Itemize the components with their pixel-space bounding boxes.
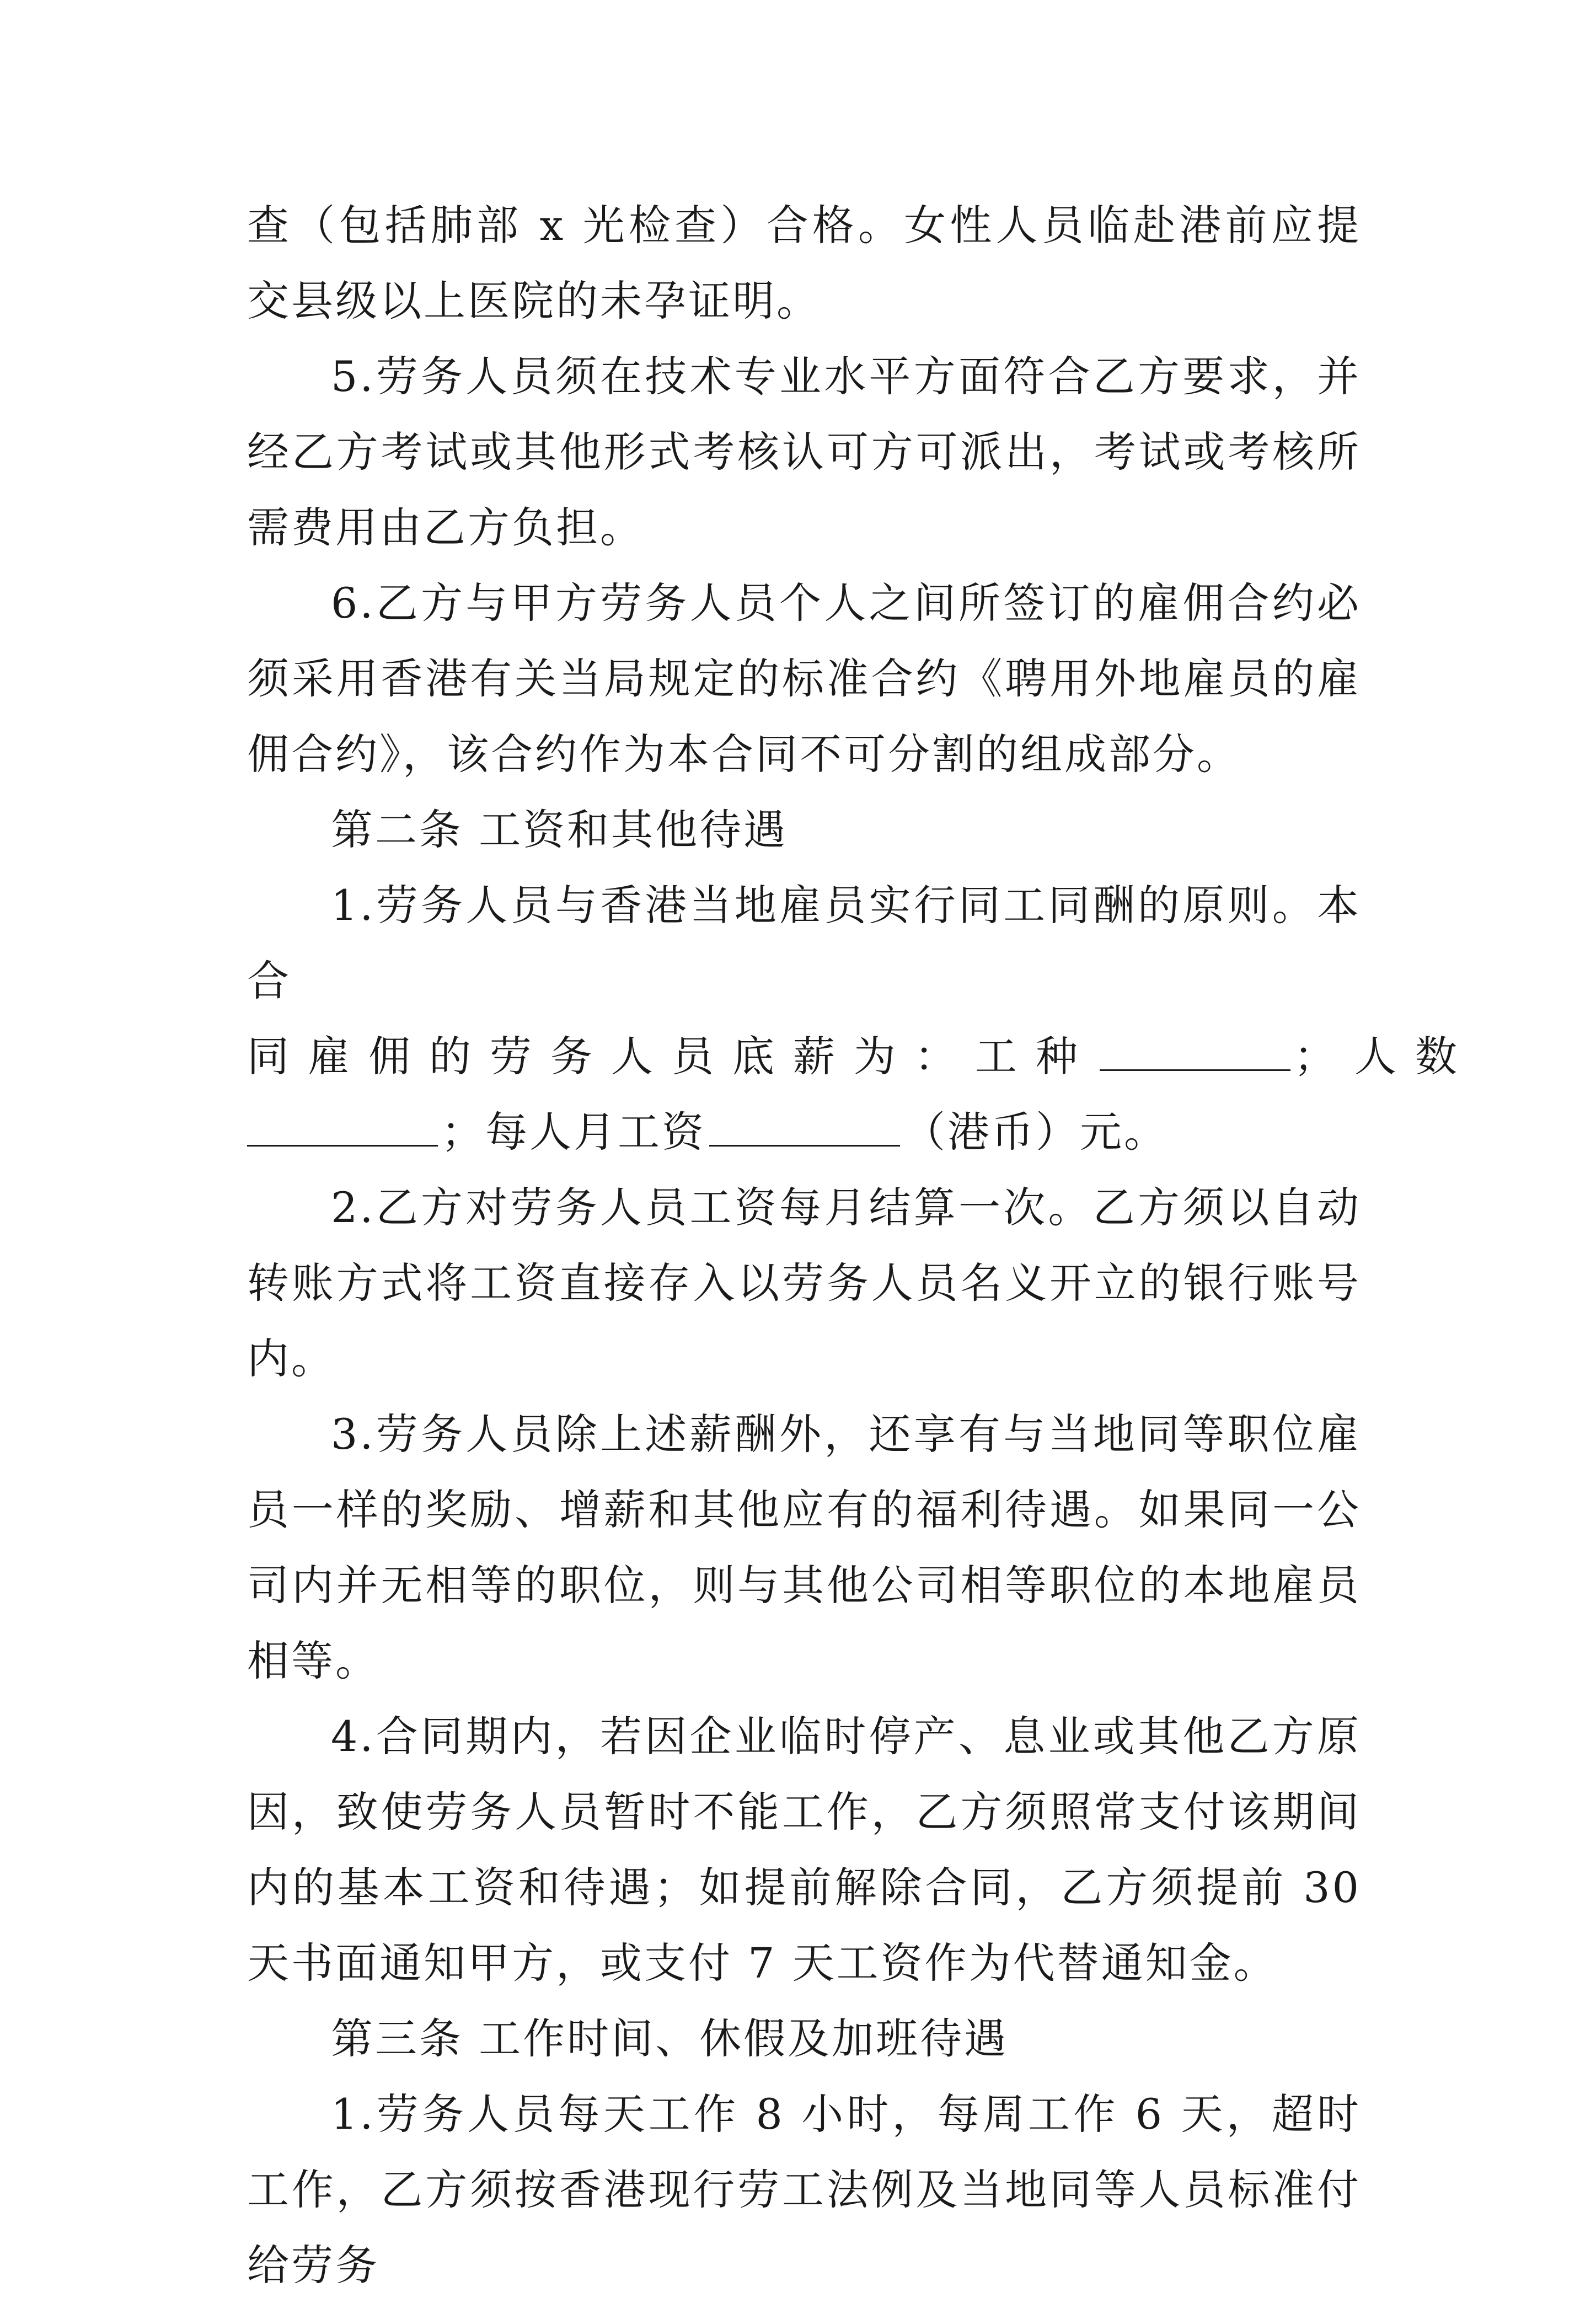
clause-item-2: 2.乙方对劳务人员工资每月结算一次。乙方须以自动转账方式将工资直接存入以劳务人员名义开立的银行账号内。 bbox=[247, 1183, 1361, 1383]
clause-item-5: 5.劳务人员须在技术专业水平方面符合乙方要求，并经乙方考试或其他形式考核认可方可派出，考试或考核所需费用由乙方负担。 bbox=[247, 352, 1361, 552]
clause-item-1-article-3: 1.劳务人员每天工作 8 小时，每周工作 6 天，超时工作，乙方须按香港现行劳工法例及当地同等人员标准付给劳务 bbox=[247, 2090, 1361, 2290]
fill-text-prefix: 同雇佣的劳务人员底薪为：工种 bbox=[247, 1032, 1096, 1081]
paragraph-continuation: 查（包括肺部 x 光检查）合格。女性人员临赴港前应提交县级以上医院的未孕证明。 bbox=[247, 201, 1361, 325]
section-heading-article-2: 第二条 工资和其他待遇 bbox=[331, 805, 788, 854]
clause-item-6: 6.乙方与甲方劳务人员个人之间所签订的雇佣合约必须采用香港有关当局规定的标准合约《聘用外地雇员的雇佣合约》，该合约作为本合同不可分割的组成部分。 bbox=[247, 579, 1361, 779]
blank-job-type bbox=[1100, 1067, 1290, 1071]
blank-headcount bbox=[247, 1143, 438, 1147]
clause-item-1-fill-line bbox=[247, 1019, 1476, 1094]
fill-text-mid: ；人数 bbox=[1294, 1032, 1476, 1081]
clause-item-4: 4.合同期内，若因企业临时停产、息业或其他乙方原因，致使劳务人员暂时不能工作，乙方须照常支付该期间内的基本工资和待遇；如提前解除合同，乙方须提前 30 天书面通知甲方，或支付 7 天工资作为代替通知金。 bbox=[247, 1712, 1361, 1988]
clause-item-3: 3.劳务人员除上述薪酬外，还享有与当地同等职位雇员一样的奖励、增薪和其他应有的福利待遇。如果同一公司内并无相等的职位，则与其他公司相等职位的本地雇员相等。 bbox=[247, 1410, 1361, 1685]
clause-item-1-line-1: 1.劳务人员与香港当地雇员实行同工同酬的原则。本合 bbox=[247, 881, 1361, 1005]
document-body bbox=[247, 188, 1476, 2303]
section-heading-article-3: 第三条 工作时间、休假及加班待遇 bbox=[331, 2014, 1009, 2063]
fill-text-currency: （港币）元。 bbox=[903, 1107, 1168, 1156]
clause-item-1-fill-line-2 bbox=[247, 1094, 1361, 1170]
fill-text-salary-label: ；每人月工资 bbox=[441, 1107, 706, 1156]
blank-monthly-salary bbox=[709, 1143, 900, 1147]
